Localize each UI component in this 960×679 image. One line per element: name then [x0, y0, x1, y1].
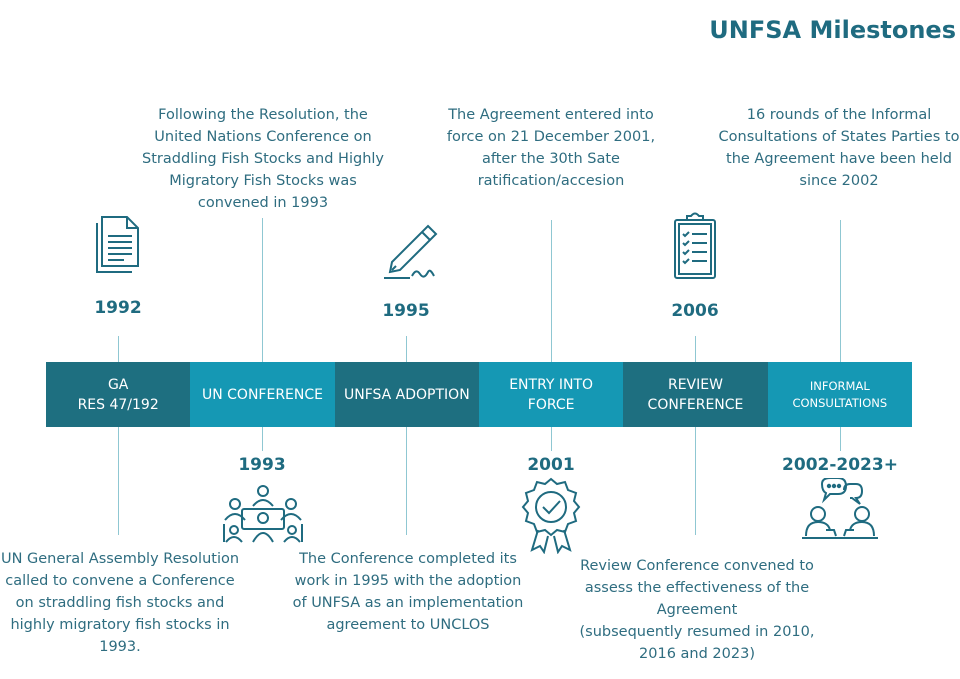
- document-icon: [92, 214, 144, 276]
- milestone-description-1992: UN General Assembly Resolution called to convene a Conference on straddling fish stocks and highly migratory fish stocks in 1993.: [0, 551, 240, 655]
- milestone-year-1995: 1995: [382, 301, 430, 321]
- connector-1995: [406, 336, 407, 362]
- connector-1992-bottom: [118, 427, 119, 535]
- pen-signature-icon: [380, 222, 440, 282]
- connector-1992: [118, 336, 119, 362]
- timeline-segment-ga-res: GA RES 47/192: [46, 362, 190, 427]
- timeline-segment-informal-consultations: INFORMAL CONSULTATIONS: [768, 362, 912, 427]
- connector-2001: [551, 427, 552, 451]
- milestone-description-2001: The Agreement entered into force on 21 December 2001, after the 30th Sate ratification/accesion: [446, 107, 656, 189]
- timeline-bar: [46, 362, 912, 427]
- milestone-description-2006: Review Conference convened to assess the effectiveness of the Agreement (subsequently resumed in 2010, 2016 and 2023): [579, 558, 815, 662]
- page-title: UNFSA Milestones: [709, 16, 956, 44]
- milestone-year-2006: 2006: [671, 301, 719, 321]
- meeting-icon: [220, 484, 306, 546]
- consultation-icon: [798, 478, 882, 548]
- milestone-description-1993: Following the Resolution, the United Nations Conference on Straddling Fish Stocks and Highly Migratory Fish Stocks was convened in 1993: [142, 107, 384, 211]
- connector-1995-bottom: [406, 427, 407, 535]
- timeline-segment-entry-into-force: ENTRY INTO FORCE: [479, 362, 623, 427]
- milestone-description-1995: The Conference completed its work in 1995 with the adoption of UNFSA as an implementation agreement to UNCLOS: [292, 551, 524, 633]
- connector-2002-2023-top: [840, 220, 841, 362]
- connector-1993-top: [262, 218, 263, 362]
- timeline-segment-review-conference: REVIEW CONFERENCE: [623, 362, 767, 427]
- checklist-icon: [672, 211, 718, 281]
- milestone-year-1993: 1993: [238, 455, 286, 475]
- milestone-description-2002-2023: 16 rounds of the Informal Consultations of States Parties to the Agreement have been held since 2002: [718, 107, 960, 189]
- award-badge-icon: [520, 476, 582, 554]
- connector-2001-top: [551, 220, 552, 362]
- connector-1993: [262, 427, 263, 451]
- timeline-segment-unfsa-adoption: UNFSA ADOPTION: [335, 362, 479, 427]
- timeline-segment-un-conference: UN CONFERENCE: [190, 362, 334, 427]
- connector-2002-2023: [840, 427, 841, 451]
- milestone-year-1992: 1992: [94, 298, 142, 318]
- connector-2006-bottom: [695, 427, 696, 535]
- connector-2006: [695, 336, 696, 362]
- milestone-year-2001: 2001: [527, 455, 575, 475]
- milestone-year-2002-2023: 2002-2023+: [782, 455, 898, 475]
